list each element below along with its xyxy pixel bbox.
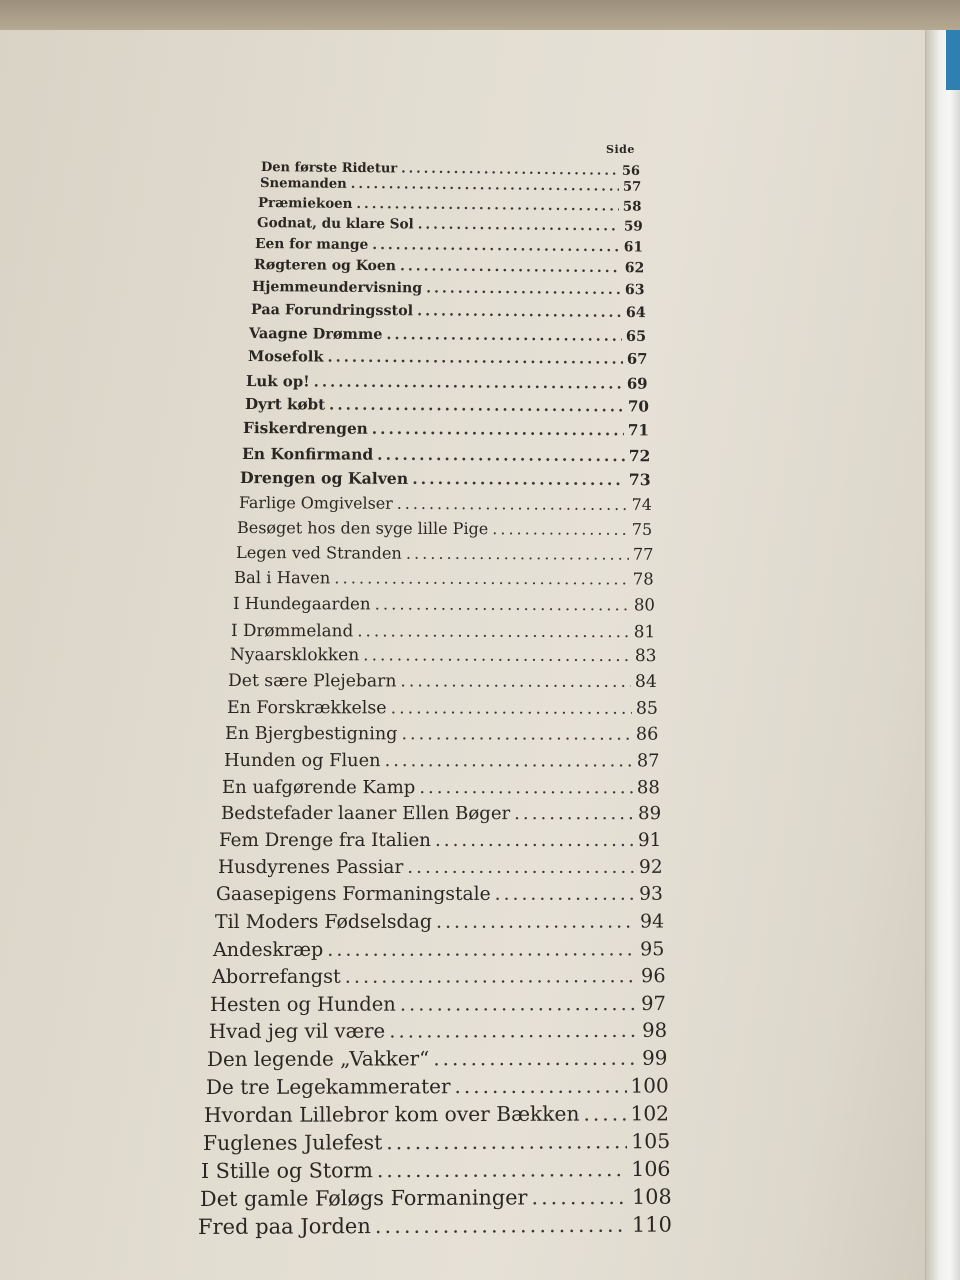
toc-entry-title: Præmiekoen [257, 194, 353, 212]
dot-leader [344, 964, 636, 988]
toc-entry-title: Den legende „Vakker“ [206, 1047, 430, 1071]
toc-entry-page-number: 95 [640, 937, 665, 961]
toc-entry-page-number: 59 [623, 218, 643, 235]
dot-leader [492, 519, 628, 539]
toc-entry-title: Bedstefader laaner Ellen Bøger [220, 803, 510, 825]
toc-entry-title: Husdyrenes Passiar [217, 856, 403, 878]
toc-entry [238, 493, 651, 514]
dot-leader [419, 777, 633, 798]
dot-leader [334, 569, 629, 589]
toc-entry-page-number: 69 [626, 374, 648, 393]
toc-entry-title: Til Moders Fødselsdag [214, 910, 432, 933]
dot-leader [350, 177, 618, 195]
toc-entry [225, 724, 658, 745]
dot-leader [389, 1019, 638, 1043]
toc-entry [253, 257, 643, 276]
dot-leader [329, 396, 624, 416]
toc-entry-page-number: 94 [639, 910, 664, 933]
toc-entry [259, 176, 640, 195]
dot-leader [396, 494, 627, 514]
toc-entry [208, 1019, 666, 1043]
toc-entry [217, 857, 662, 878]
toc-entry-page-number: 100 [629, 1073, 669, 1098]
toc-entry [214, 910, 663, 932]
dot-leader [426, 281, 621, 299]
toc-entry-page-number: 110 [631, 1212, 673, 1237]
toc-entry-title: Hesten og Hunden [209, 992, 396, 1016]
dot-leader [514, 803, 634, 824]
toc-entry [219, 830, 661, 851]
toc-entry-page-number: 75 [631, 519, 653, 539]
dot-leader [436, 910, 636, 932]
toc-entry-page-number: 108 [631, 1184, 672, 1209]
toc-entry-page-number: 83 [634, 646, 657, 667]
toc-entry-page-number: 106 [631, 1156, 671, 1181]
dot-leader [401, 161, 618, 178]
toc-entry-title: I Hundegaarden [232, 593, 371, 614]
dot-leader [400, 992, 637, 1016]
toc-entry-title: Vaagne Drømme [248, 324, 383, 343]
toc-entry-page-number: 93 [639, 883, 663, 905]
dot-leader [435, 830, 634, 851]
toc-entry-title: Røgteren og Koen [253, 257, 396, 275]
toc-entry-title: I Stille og Storm [200, 1158, 373, 1183]
dot-leader [433, 1046, 638, 1070]
toc-entry-page-number: 58 [622, 198, 642, 215]
toc-entry [258, 195, 642, 215]
dot-leader [390, 698, 631, 718]
toc-entry-title: Dyrt købt [244, 395, 325, 414]
toc-entry [223, 750, 659, 771]
toc-entry-title: Andeskræp [212, 937, 324, 961]
toc-entry [235, 543, 653, 564]
toc-entry-title: En Konfirmand [241, 443, 373, 464]
toc-entry-title: Hjemmeundervisning [251, 279, 423, 297]
toc-entry [201, 1157, 671, 1183]
toc-entry-page-number: 86 [635, 724, 659, 745]
toc-entry-page-number: 102 [630, 1101, 670, 1126]
toc-entry [244, 395, 648, 416]
toc-entry [229, 645, 656, 666]
toc-entry-page-number: 70 [627, 397, 649, 416]
toc-entry-title: Det sære Plejebarn [227, 671, 397, 692]
toc-entry-title: Hvad jeg vil være [208, 1019, 385, 1044]
dot-leader [327, 348, 623, 367]
toc-entry-title: Fiskerdrengen [242, 419, 368, 439]
toc-entry-page-number: 91 [638, 829, 662, 851]
toc-entry [207, 1046, 667, 1070]
toc-entry-title: Aborrefangst [211, 965, 341, 989]
toc-entry-page-number: 87 [636, 750, 660, 772]
toc-entry-title: Fuglenes Julefest [202, 1130, 382, 1155]
toc-entry-page-number: 57 [622, 179, 641, 195]
dot-leader [386, 326, 622, 345]
dot-leader [384, 750, 632, 771]
dot-leader [356, 196, 619, 215]
toc-entry [249, 325, 646, 345]
toc-entry [247, 348, 647, 368]
toc-entry-title: Nyaarsklokken [229, 645, 359, 666]
dot-leader [377, 444, 625, 464]
dot-leader [372, 237, 620, 255]
toc-entry-page-number: 89 [637, 803, 661, 825]
toc-entry-page-number: 84 [634, 672, 657, 693]
dot-leader [377, 1157, 627, 1182]
toc-entry-title: Paa Forundringsstol [250, 301, 413, 320]
dot-leader [363, 646, 631, 667]
toc-entry [237, 518, 652, 539]
toc-entry-page-number: 99 [642, 1046, 668, 1070]
dot-leader [374, 594, 629, 614]
toc-entry-page-number: 65 [625, 327, 647, 345]
toc-entry-title: Drengen og Kalven [239, 468, 409, 489]
dot-leader [405, 544, 628, 564]
dot-leader [495, 884, 635, 905]
toc-entry [234, 568, 654, 589]
dot-leader [583, 1102, 626, 1126]
toc-entry [226, 698, 657, 719]
toc-entry [199, 1185, 671, 1211]
toc-entry [198, 1213, 672, 1239]
toc-entry [202, 1129, 669, 1155]
toc-entry [246, 372, 648, 393]
toc-entry-title: Hunden og Fluen [223, 750, 381, 772]
toc-entry-page-number: 88 [636, 776, 660, 798]
toc-entry [205, 1074, 668, 1100]
page-column-header: Side [606, 143, 635, 156]
toc-entry-page-number: 61 [623, 239, 644, 256]
toc-entry-page-number: 105 [630, 1129, 670, 1154]
toc-entry-title: Mosefolk [247, 347, 324, 366]
dot-leader [327, 937, 636, 960]
dot-leader [357, 620, 630, 641]
dot-leader [314, 372, 623, 392]
toc-entry-page-number: 73 [628, 470, 651, 490]
toc-entry-title: Fred paa Jorden [197, 1214, 371, 1239]
toc-entry [213, 937, 664, 961]
dot-leader [386, 1129, 627, 1154]
toc-entry-page-number: 80 [633, 595, 655, 615]
toc-entry-title: Den første Ridetur [260, 160, 398, 177]
dot-leader [375, 1213, 628, 1238]
dot-leader [401, 724, 631, 744]
toc-entry-page-number: 71 [627, 421, 650, 440]
toc-entry-title: Godnat, du klare Sol [256, 214, 414, 233]
toc-entry [240, 468, 651, 489]
toc-entry-page-number: 97 [641, 991, 666, 1015]
toc-entry-page-number: 64 [625, 304, 646, 321]
dot-leader [407, 857, 635, 878]
toc-entry-title: Farlige Omgivelser [238, 493, 393, 513]
toc-entry [222, 777, 660, 798]
toc-entry [231, 620, 655, 641]
toc-entry [211, 964, 665, 988]
toc-entry-page-number: 72 [628, 445, 650, 465]
toc-entry-page-number: 67 [626, 350, 647, 368]
toc-entry [216, 883, 663, 904]
dot-leader [531, 1185, 628, 1209]
dot-leader [417, 303, 622, 321]
toc-entry [232, 594, 654, 614]
toc-entry-title: Een for mange [254, 235, 369, 253]
toc-entry-title: Legen ved Stranden [235, 543, 402, 563]
toc-entry-page-number: 81 [633, 620, 656, 641]
toc-entry [243, 419, 649, 439]
toc-entry [210, 992, 666, 1016]
toc-entry-page-number: 56 [621, 163, 641, 179]
toc-entry [255, 236, 643, 255]
toc-entry [220, 803, 660, 824]
toc-entry-title: Bal i Haven [233, 568, 331, 588]
toc-entry-page-number: 77 [632, 544, 654, 564]
toc-entry-page-number: 74 [631, 494, 652, 515]
toc-entry-title: En Forskrækkelse [226, 697, 387, 718]
toc-entry-title: I Drømmeland [230, 619, 354, 640]
toc-entry-page-number: 78 [632, 569, 654, 589]
toc-entry [204, 1101, 669, 1127]
toc-entry-title: Snemanden [259, 176, 347, 192]
toc-entry-page-number: 98 [641, 1018, 667, 1042]
toc-entry-page-number: 62 [624, 260, 644, 277]
toc-entry-title: En Bjergbestigning [224, 723, 398, 744]
toc-entry-title: Gaasepigens Formaningstale [215, 883, 491, 905]
toc-entry-title: Luk op! [245, 371, 310, 390]
dot-leader [454, 1074, 626, 1099]
toc-entry-title: En uafgørende Kamp [221, 776, 416, 798]
toc-entry [250, 302, 645, 321]
toc-entry-page-number: 92 [638, 856, 663, 878]
toc-entry-title: Fem Drenge fra Italien [219, 829, 431, 851]
toc-entry-title: De tre Legekammerater [205, 1074, 451, 1100]
toc-entry-title: Hvordan Lillebror kom over Bækken [203, 1101, 580, 1128]
toc-entry-page-number: 96 [640, 964, 666, 988]
toc-entry-title: Det gamle Føløgs Formaninger [199, 1185, 527, 1211]
toc-entry [241, 444, 649, 465]
dot-leader [417, 216, 619, 234]
toc-entry [228, 671, 657, 692]
toc-entry-page-number: 85 [635, 698, 658, 719]
toc-entry [256, 215, 642, 235]
dot-leader [400, 672, 631, 693]
toc-entry-page-number: 63 [624, 282, 645, 299]
toc-entry-title: Besøget hos den syge lille Pige [236, 518, 489, 539]
toc-entry [252, 279, 645, 298]
dot-leader [412, 469, 625, 489]
dot-leader [372, 420, 624, 439]
dot-leader [399, 259, 620, 277]
